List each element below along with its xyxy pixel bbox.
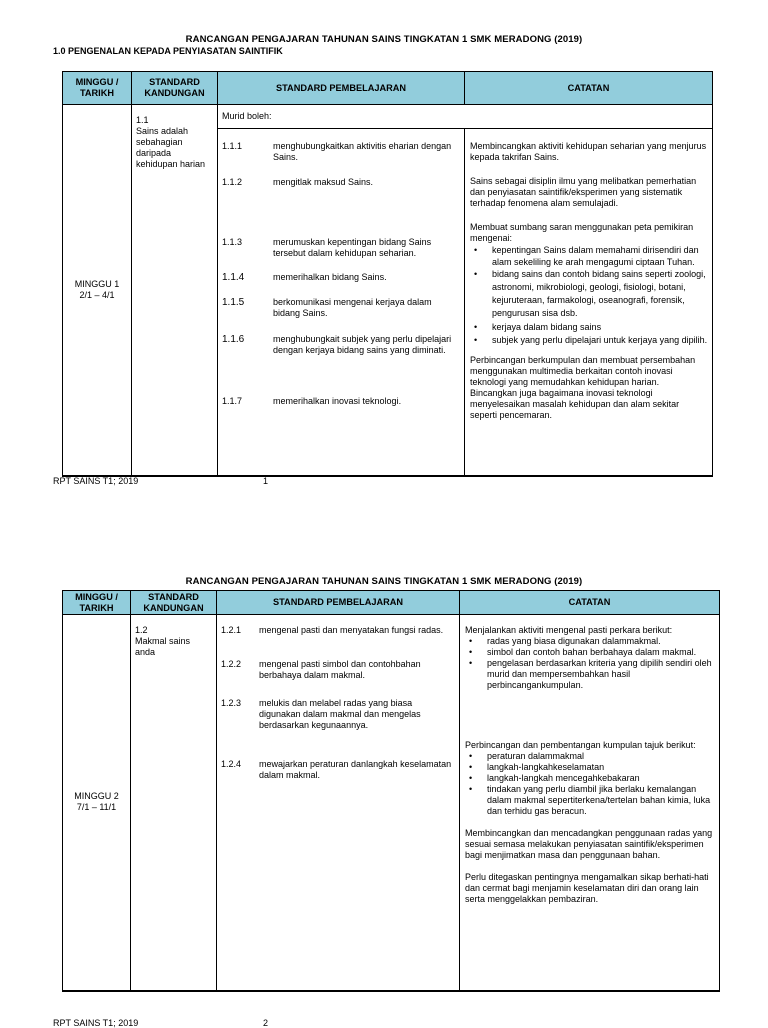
list-item: • langkah-langkah mencegahkebakaran <box>487 773 715 784</box>
list-item: • bidang sains dan contoh bidang sains seperti zoologi, astronomi, mikrobiologi, geologi, fisiologi, botani, kejuruteraan, farmakologi, oseanografi, forensik, pengurusan sisa dsb. <box>492 268 708 320</box>
header-catatan: CATATAN <box>460 591 720 615</box>
catatan-bullet-list <box>470 244 708 347</box>
sk-text: Sains adalah sebahagian daripada kehidupan harian <box>136 126 206 169</box>
header-standard-kandungan: STANDARD KANDUNGAN <box>131 591 217 615</box>
catatan-paragraph: Membincangkan aktiviti kehidupan seharian yang menjurus kepada takrifan Sains. <box>470 141 707 162</box>
sk-code: 1.1 <box>136 115 149 125</box>
header-minggu-tarikh: MINGGU / TARIKH <box>63 591 131 615</box>
rpt-table-week-2 <box>62 590 720 992</box>
murid-boleh: Murid boleh: <box>218 105 713 129</box>
list-item: • tindakan yang perlu diambil jika berlaku kemalangan dalam makmal sepertiterkena/tertelan bahan kimia, luka dan terhidu gas beracun. <box>487 784 715 817</box>
list-item: • kepentingan Sains dalam memahami dirisendiri dan alam sekeliling ke arah mengagumi ciptaan Tuhan. <box>492 244 708 268</box>
catatan-paragraph: Perlu ditegaskan pentingnya mengamalkan sikap berhati-hati dan cermat bagi menjamin keselamatan diri dan orang lain serta menggelakkan pembaziran. <box>465 872 709 904</box>
list-item: • kerjaya dalam bidang sains <box>492 321 708 333</box>
sk-code: 1.2 <box>135 625 148 635</box>
page-2-title: RANCANGAN PENGAJARAN TAHUNAN SAINS TINGKATAN 1 SMK MERADONG (2019) <box>185 576 583 587</box>
list-item: • subjek yang perlu dipelajari untuk kerjaya yang dipilih. <box>492 334 708 347</box>
catatan-bullet-list <box>465 751 715 817</box>
standard-pembelajaran-cell: 1.1.1 menghubungkaitkan aktivitis eharian dengan Sains. 1.1.2 mengitlak maksud Sains. 1.1.3 merumuskan kepentingan bidang Sains tersebut dalam kehidupan seharian. 1.1.4 memerihalkan bidang Sains. 1.1.5 berkomunikasi mengenai kerjaya dalam bidang Sains. 1.1.6 menghubungkait subjek yang perlu dipelajari dengan kerjaya bidang sains yang diminati. 1.1.7 memerihalkan inovasi teknologi. <box>218 129 465 476</box>
header-minggu-tarikh: MINGGU / TARIKH <box>63 72 132 105</box>
standard-kandungan-cell <box>131 615 217 991</box>
catatan-paragraph: Sains sebagai disiplin ilmu yang melibatkan pemerhatian dan penyiasatan saintifik/eksperimen yang sistematik terhadap fenomena alam semulajadi. <box>470 176 697 208</box>
page-1-title: RANCANGAN PENGAJARAN TAHUNAN SAINS TINGKATAN 1 SMK MERADONG (2019) <box>185 34 583 45</box>
section-title: 1.0 PENGENALAN KEPADA PENYIASATAN SAINTIFIK <box>53 46 283 56</box>
catatan-paragraph: Membuat sumbang saran menggunakan peta pemikiran mengenai: <box>470 222 694 243</box>
page-footer: RPT SAINS T1; 2019 1 <box>53 476 269 486</box>
catatan-paragraph: Perbincangan berkumpulan dan membuat persembahan menggunakan multimedia berkaitan contoh inovasi teknologi yang memudahkan kehidupan harian. Bincangkan juga bagaimana inovasi teknologi menyelesaikan masalah kehidupan dan alam sekitar seperti pencemaran. <box>470 355 696 420</box>
sk-text: Makmal sains anda <box>135 636 191 657</box>
header-catatan: CATATAN <box>465 72 713 105</box>
header-standard-pembelajaran: STANDARD PEMBELAJARAN <box>217 591 460 615</box>
standard-pembelajaran-cell: 1.2.1 mengenal pasti dan menyatakan fungsi radas. 1.2.2 mengenal pasti simbol dan contohbahan berbahaya dalam makmal. 1.2.3 melukis dan melabel radas yang biasa digunakan dalam makmal dan mengelas berdasarkan kegunaannya. 1.2.4 mewajarkan peraturan danlangkah keselamatan dalam makmal. <box>217 615 460 991</box>
catatan-paragraph: Menjalankan aktiviti mengenal pasti perkara berikut: <box>465 625 673 635</box>
week-cell: MINGGU 2 7/1 – 11/1 <box>63 615 131 991</box>
catatan-bullet-list <box>465 636 715 691</box>
week-cell: MINGGU 1 2/1 – 4/1 <box>63 105 132 476</box>
catatan-cell <box>465 129 713 476</box>
standard-kandungan-cell <box>132 105 218 476</box>
list-item: • radas yang biasa digunakan dalammakmal. <box>487 636 715 647</box>
page-number: 1 <box>263 476 269 486</box>
catatan-paragraph: Perbincangan dan pembentangan kumpulan tajuk berikut: <box>465 740 696 750</box>
list-item: • peraturan dalammakmal <box>487 751 715 762</box>
page-footer: RPT SAINS T1; 2019 2 <box>53 1018 269 1028</box>
list-item: • simbol dan contoh bahan berbahaya dalam makmal. <box>487 647 715 658</box>
catatan-cell <box>460 615 720 991</box>
page-number: 2 <box>263 1018 269 1028</box>
header-standard-kandungan: STANDARD KANDUNGAN <box>132 72 218 105</box>
list-item: • pengelasan berdasarkan kriteria yang dipilih sendiri oleh murid dan mempersembahkan hasil perbincangankumpulan. <box>487 658 715 691</box>
list-item: • langkah-langkahkeselamatan <box>487 762 715 773</box>
header-standard-pembelajaran: STANDARD PEMBELAJARAN <box>218 72 465 105</box>
catatan-paragraph: Membincangkan dan mencadangkan penggunaan radas yang sesuai semasa melakukan penyiasatan saintifik/eksperimen bagi menjimatkan masa dan penggunaan bahan. <box>465 828 713 860</box>
rpt-table-week-1 <box>62 71 713 477</box>
